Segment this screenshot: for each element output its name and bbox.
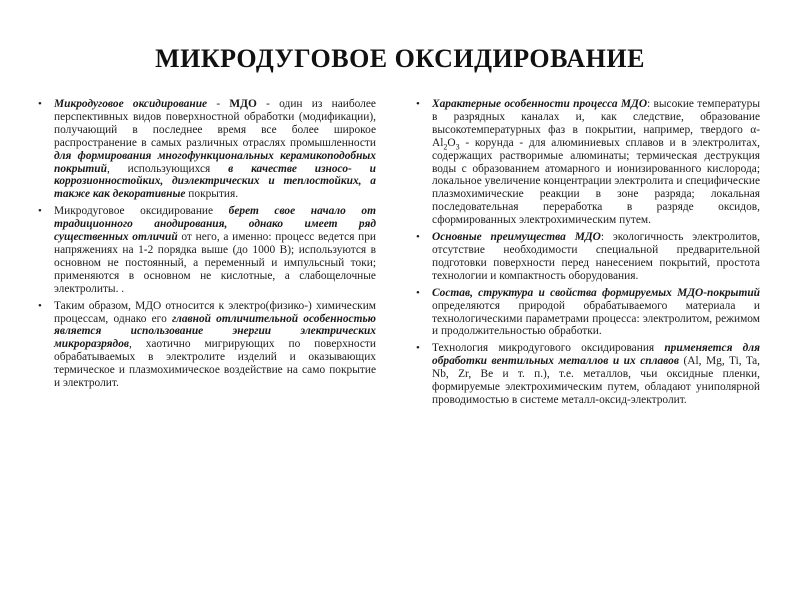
- bullet-icon: •: [416, 286, 420, 299]
- bullet-paragraph: [38, 98, 376, 201]
- emphasis-span: Основные преимущества МДО: [432, 231, 601, 244]
- bullet-paragraph: [416, 287, 760, 339]
- emphasis-span: главной отличительной особенностью является использование энергии электрических микроразрядов: [54, 312, 376, 351]
- bullet-paragraph: [416, 231, 760, 283]
- bullet-icon: •: [416, 231, 420, 244]
- emphasis-span: применяется для обработки вентильных металлов и их сплавов: [432, 342, 760, 368]
- emphasis-span: берет свое начало от традиционного анодирования, однако имеет ряд существенных отличий: [54, 205, 376, 244]
- emphasis-span: Характерные особенности процесса МДО: [432, 98, 648, 110]
- text-span: Таким образом, МДО относится к электро(физико-) химическим процессам, однако его: [54, 299, 376, 325]
- emphasis-span: Состав, структура и свойства формируемых МДО-покрытий: [432, 286, 760, 299]
- bullet-paragraph: [38, 300, 376, 390]
- text-span: (Al, Mg, Ti, Ta, Nb, Zr, Be и т. п.), т.е. металлов, чьи оксидные пленки, формируемые электрохимическим путем, обладают униполярной проводимостью в системе металл-оксид-электролит.: [432, 355, 760, 406]
- text-span: покрытия.: [185, 188, 239, 201]
- bullet-icon: •: [38, 299, 42, 312]
- right-column: [416, 98, 760, 411]
- left-column: [38, 98, 376, 394]
- text-span: - корунда - для алюминиевых сплавов и в электролитах, содержащих растворимые алюминаты; термическая деструкция воды с образованием атомарного и ионизированного кислорода; локальное увеличение концентрации электролита и специфические плазмохимические реакции в зоне разряда; локальная последовательная переработка в разряде оксидов, сформированных электрохимическим путем.: [432, 136, 760, 227]
- bullet-icon: •: [38, 205, 42, 218]
- term-mdo: Микродуговое оксидирование: [54, 98, 208, 110]
- text-span: Микродуговое оксидирование: [54, 205, 229, 218]
- text-span: , хаотично мигрирующих по поверхности обрабатываемых в электролите изделий и оказывающих термическое и плазмохимическое воздействие на само покрытие и электролит.: [54, 338, 376, 390]
- abbr-mdo: МДО: [229, 98, 257, 110]
- text-span: Технология микродугового оксидирования: [432, 342, 665, 355]
- text-span: -: [207, 98, 230, 110]
- subscript: 2: [443, 142, 448, 151]
- text-span: , использующихся: [106, 162, 229, 175]
- text-span: O: [447, 136, 456, 149]
- text-span: : высокие температуры в разрядных каналах и, как следствие, образование высокотемпературных фаз в покрытии, например, твердого α-Al: [432, 98, 760, 149]
- bullet-paragraph: [416, 98, 760, 227]
- text-span: от него, а именно: процесс ведется при напряжениях на 1-2 порядка выше (до 1000 В); используются в основном не постоянный, а переменный и импульсный токи; применяются в основном не кислотные, а слабощелочные электролиты. .: [54, 231, 377, 295]
- bullet-icon: •: [38, 98, 42, 110]
- text-span: : экологичность электролитов, отсутствие необходимости специальной предварительной подготовки поверхности перед нанесением покрытий, простота технологии и компактность оборудования.: [432, 231, 760, 282]
- slide-title: МИКРОДУГОВОЕ ОКСИДИРОВАНИЕ: [155, 44, 645, 73]
- bullet-icon: •: [416, 342, 420, 355]
- bullet-paragraph: [38, 205, 376, 295]
- emphasis-span: для формирования многофункциональных керамикоподобных покрытий: [54, 149, 376, 175]
- text-span: определяются природой обрабатываемого материала и технологическими параметрами процесса: электролитом, режимом и продолжительностью обработки.: [432, 299, 760, 338]
- text-span: - один из наиболее перспективных видов поверхностной обработки (модификации), получающий в последнее время все более широкое распространение в самых различных отраслях промышленности: [54, 98, 376, 149]
- bullet-paragraph: [416, 342, 760, 407]
- emphasis-span: в качестве износо- и коррозионностойких, диэлектрических и теплостойких, а также как декоративные: [54, 162, 376, 201]
- bullet-icon: •: [416, 98, 420, 110]
- subscript: 3: [455, 142, 460, 151]
